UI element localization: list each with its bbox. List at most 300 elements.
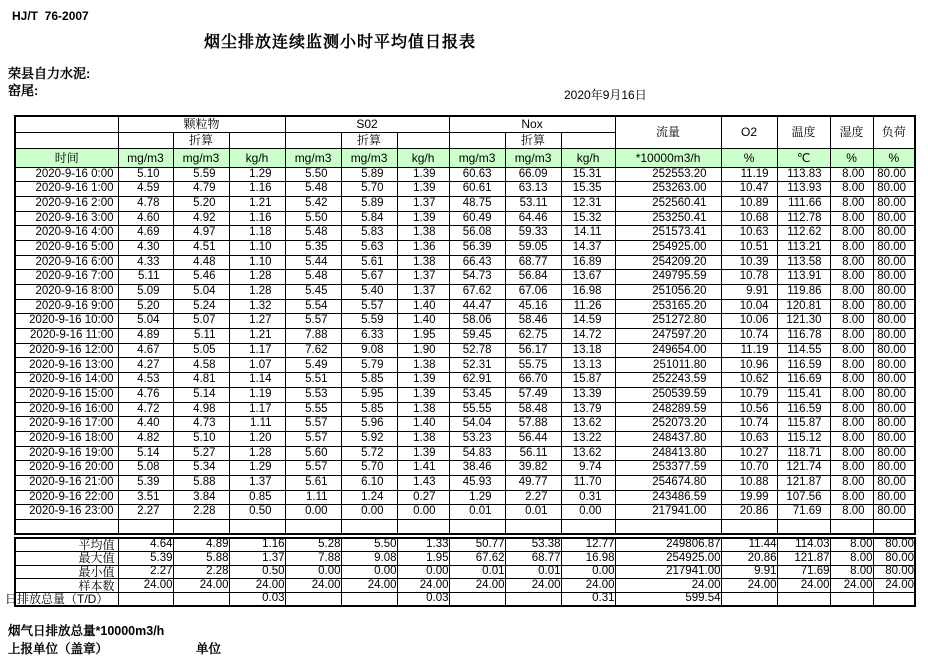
time-cell: 2020-9-16 21:00 bbox=[15, 475, 118, 490]
summary-value-cell: 5.50 bbox=[341, 538, 397, 552]
value-cell: 13.62 bbox=[561, 417, 615, 432]
value-cell: 217941.00 bbox=[615, 505, 721, 520]
summary-value-cell: 1.95 bbox=[397, 552, 449, 566]
value-cell: 5.85 bbox=[341, 373, 397, 388]
value-cell: 1.90 bbox=[397, 343, 449, 358]
summary-label: 日排放总量（T/D） bbox=[15, 592, 118, 606]
value-cell: 10.78 bbox=[721, 270, 777, 285]
summary-value-cell: 5.28 bbox=[285, 538, 341, 552]
time-cell: 2020-9-16 10:00 bbox=[15, 314, 118, 329]
value-cell: 58.06 bbox=[449, 314, 505, 329]
value-cell: 1.29 bbox=[449, 490, 505, 505]
value-cell: 67.62 bbox=[449, 285, 505, 300]
col-group-so2: S02 bbox=[285, 116, 449, 132]
value-cell: 80.00 bbox=[873, 182, 915, 197]
value-cell: 5.96 bbox=[341, 417, 397, 432]
blank-cell bbox=[118, 132, 173, 148]
summary-row bbox=[15, 592, 915, 606]
summary-value-cell bbox=[777, 592, 830, 606]
value-cell: 53.45 bbox=[449, 387, 505, 402]
summary-value-cell: 20.86 bbox=[721, 552, 777, 566]
value-cell: 1.37 bbox=[397, 270, 449, 285]
value-cell: 5.04 bbox=[173, 285, 229, 300]
time-cell: 2020-9-16 14:00 bbox=[15, 373, 118, 388]
summary-value-cell: 0.03 bbox=[229, 592, 285, 606]
value-cell: 0.50 bbox=[229, 505, 285, 520]
value-cell: 114.55 bbox=[777, 343, 830, 358]
value-cell: 80.00 bbox=[873, 211, 915, 226]
empty-cell bbox=[830, 520, 873, 535]
blank-cell bbox=[229, 132, 285, 148]
value-cell: 4.27 bbox=[118, 358, 173, 373]
table-row bbox=[15, 475, 915, 490]
value-cell: 4.69 bbox=[118, 226, 173, 241]
value-cell: 8.00 bbox=[830, 387, 873, 402]
table-row bbox=[15, 505, 915, 520]
summary-value-cell: 24.00 bbox=[777, 579, 830, 593]
summary-value-cell bbox=[285, 592, 341, 606]
value-cell: 248413.80 bbox=[615, 446, 721, 461]
unit-cell: *10000m3/h bbox=[615, 148, 721, 167]
value-cell: 5.39 bbox=[118, 475, 173, 490]
unit-cell: ℃ bbox=[777, 148, 830, 167]
value-cell: 8.00 bbox=[830, 490, 873, 505]
value-cell: 5.57 bbox=[285, 431, 341, 446]
empty-cell bbox=[118, 520, 173, 535]
value-cell: 5.51 bbox=[285, 373, 341, 388]
value-cell: 1.38 bbox=[397, 402, 449, 417]
value-cell: 111.66 bbox=[777, 196, 830, 211]
value-cell: 56.39 bbox=[449, 240, 505, 255]
value-cell: 13.39 bbox=[561, 387, 615, 402]
value-cell: 1.41 bbox=[397, 461, 449, 476]
value-cell: 5.11 bbox=[118, 270, 173, 285]
value-cell: 4.72 bbox=[118, 402, 173, 417]
summary-row bbox=[15, 552, 915, 566]
col-o2-header: O2 bbox=[721, 116, 777, 148]
value-cell: 9.08 bbox=[341, 343, 397, 358]
summary-value-cell: 4.64 bbox=[118, 538, 173, 552]
value-cell: 8.00 bbox=[830, 255, 873, 270]
value-cell: 250539.59 bbox=[615, 387, 721, 402]
value-cell: 116.69 bbox=[777, 373, 830, 388]
value-cell: 5.57 bbox=[341, 299, 397, 314]
value-cell: 5.95 bbox=[341, 387, 397, 402]
value-cell: 67.06 bbox=[505, 285, 561, 300]
value-cell: 5.27 bbox=[173, 446, 229, 461]
value-cell: 0.00 bbox=[397, 505, 449, 520]
value-cell: 10.51 bbox=[721, 240, 777, 255]
value-cell: 3.51 bbox=[118, 490, 173, 505]
value-cell: 248289.59 bbox=[615, 402, 721, 417]
value-cell: 4.53 bbox=[118, 373, 173, 388]
value-cell: 8.00 bbox=[830, 431, 873, 446]
summary-value-cell: 2.27 bbox=[118, 565, 173, 579]
table-row bbox=[15, 373, 915, 388]
blank-cell bbox=[561, 132, 615, 148]
summary-value-cell: 12.77 bbox=[561, 538, 615, 552]
value-cell: 1.39 bbox=[397, 167, 449, 182]
value-cell: 60.49 bbox=[449, 211, 505, 226]
value-cell: 53.23 bbox=[449, 431, 505, 446]
summary-row bbox=[15, 579, 915, 593]
time-cell: 2020-9-16 20:00 bbox=[15, 461, 118, 476]
table-row bbox=[15, 240, 915, 255]
value-cell: 54.83 bbox=[449, 446, 505, 461]
value-cell: 10.74 bbox=[721, 329, 777, 344]
value-cell: 1.38 bbox=[397, 358, 449, 373]
empty-cell bbox=[15, 520, 118, 535]
value-cell: 68.77 bbox=[505, 255, 561, 270]
value-cell: 4.67 bbox=[118, 343, 173, 358]
empty-cell bbox=[873, 520, 915, 535]
value-cell: 11.19 bbox=[721, 167, 777, 182]
summary-value-cell: 0.03 bbox=[397, 592, 449, 606]
value-cell: 56.17 bbox=[505, 343, 561, 358]
value-cell: 10.62 bbox=[721, 373, 777, 388]
summary-value-cell: 67.62 bbox=[449, 552, 505, 566]
value-cell: 5.54 bbox=[285, 299, 341, 314]
value-cell: 5.46 bbox=[173, 270, 229, 285]
value-cell: 80.00 bbox=[873, 299, 915, 314]
so2-zhesuan-label: 折算 bbox=[341, 132, 397, 148]
unit-cell: mg/m3 bbox=[505, 148, 561, 167]
summary-value-cell: 1.16 bbox=[229, 538, 285, 552]
value-cell: 64.46 bbox=[505, 211, 561, 226]
value-cell: 80.00 bbox=[873, 329, 915, 344]
summary-value-cell: 80.00 bbox=[873, 552, 915, 566]
value-cell: 10.63 bbox=[721, 226, 777, 241]
value-cell: 251272.80 bbox=[615, 314, 721, 329]
value-cell: 4.76 bbox=[118, 387, 173, 402]
value-cell: 5.48 bbox=[285, 226, 341, 241]
empty-cell bbox=[285, 520, 341, 535]
value-cell: 59.33 bbox=[505, 226, 561, 241]
blank-cell bbox=[397, 132, 449, 148]
summary-value-cell: 0.01 bbox=[505, 565, 561, 579]
summary-value-cell: 8.00 bbox=[830, 552, 873, 566]
summary-value-cell: 24.00 bbox=[561, 579, 615, 593]
value-cell: 5.14 bbox=[118, 446, 173, 461]
value-cell: 4.92 bbox=[173, 211, 229, 226]
unit-row bbox=[15, 148, 915, 167]
summary-table-body bbox=[5, 538, 915, 606]
value-cell: 20.86 bbox=[721, 505, 777, 520]
footer-report-unit-note: 上报单位（盖章） bbox=[8, 642, 109, 656]
value-cell: 7.62 bbox=[285, 343, 341, 358]
time-cell: 2020-9-16 8:00 bbox=[15, 285, 118, 300]
value-cell: 1.16 bbox=[229, 211, 285, 226]
value-cell: 5.83 bbox=[341, 226, 397, 241]
value-cell: 5.50 bbox=[285, 211, 341, 226]
value-cell: 247597.20 bbox=[615, 329, 721, 344]
value-cell: 2.28 bbox=[173, 505, 229, 520]
unit-cell: mg/m3 bbox=[118, 148, 173, 167]
value-cell: 0.00 bbox=[341, 505, 397, 520]
time-cell: 2020-9-16 19:00 bbox=[15, 446, 118, 461]
value-cell: 71.69 bbox=[777, 505, 830, 520]
value-cell: 80.00 bbox=[873, 314, 915, 329]
summary-value-cell: 11.44 bbox=[721, 538, 777, 552]
summary-value-cell: 24.00 bbox=[615, 579, 721, 593]
value-cell: 8.00 bbox=[830, 358, 873, 373]
value-cell: 57.49 bbox=[505, 387, 561, 402]
value-cell: 6.10 bbox=[341, 475, 397, 490]
summary-value-cell: 24.00 bbox=[449, 579, 505, 593]
value-cell: 121.74 bbox=[777, 461, 830, 476]
value-cell: 56.44 bbox=[505, 431, 561, 446]
time-cell: 2020-9-16 5:00 bbox=[15, 240, 118, 255]
value-cell: 1.21 bbox=[229, 329, 285, 344]
value-cell: 10.56 bbox=[721, 402, 777, 417]
value-cell: 62.75 bbox=[505, 329, 561, 344]
time-cell: 2020-9-16 2:00 bbox=[15, 196, 118, 211]
value-cell: 120.81 bbox=[777, 299, 830, 314]
time-cell: 2020-9-16 18:00 bbox=[15, 431, 118, 446]
value-cell: 1.20 bbox=[229, 431, 285, 446]
value-cell: 9.74 bbox=[561, 461, 615, 476]
value-cell: 1.28 bbox=[229, 446, 285, 461]
value-cell: 115.87 bbox=[777, 417, 830, 432]
summary-value-cell bbox=[873, 592, 915, 606]
footer-unit-note: 单位 bbox=[196, 642, 222, 656]
value-cell: 249795.59 bbox=[615, 270, 721, 285]
summary-value-cell: 24.00 bbox=[505, 579, 561, 593]
value-cell: 13.67 bbox=[561, 270, 615, 285]
value-cell: 11.70 bbox=[561, 475, 615, 490]
value-cell: 8.00 bbox=[830, 475, 873, 490]
table-row bbox=[15, 387, 915, 402]
summary-row bbox=[15, 565, 915, 579]
value-cell: 44.47 bbox=[449, 299, 505, 314]
value-cell: 58.48 bbox=[505, 402, 561, 417]
summary-value-cell: 8.00 bbox=[830, 538, 873, 552]
value-cell: 1.39 bbox=[397, 373, 449, 388]
col-humidity-header: 湿度 bbox=[830, 116, 873, 148]
unit-cell: mg/m3 bbox=[173, 148, 229, 167]
empty-cell bbox=[561, 520, 615, 535]
value-cell: 5.79 bbox=[341, 358, 397, 373]
value-cell: 53.11 bbox=[505, 196, 561, 211]
value-cell: 251056.20 bbox=[615, 285, 721, 300]
value-cell: 107.56 bbox=[777, 490, 830, 505]
value-cell: 1.19 bbox=[229, 387, 285, 402]
value-cell: 253377.59 bbox=[615, 461, 721, 476]
value-cell: 5.59 bbox=[341, 314, 397, 329]
empty-cell bbox=[615, 520, 721, 535]
value-cell: 10.70 bbox=[721, 461, 777, 476]
unit-cell: kg/h bbox=[561, 148, 615, 167]
value-cell: 253250.41 bbox=[615, 211, 721, 226]
footer-flow-total-note: 烟气日排放总量*10000m3/h bbox=[8, 624, 165, 638]
summary-value-cell: 5.88 bbox=[173, 552, 229, 566]
summary-value-cell bbox=[505, 592, 561, 606]
summary-value-cell: 9.91 bbox=[721, 565, 777, 579]
value-cell: 1.38 bbox=[397, 226, 449, 241]
value-cell: 1.17 bbox=[229, 343, 285, 358]
table-row bbox=[15, 431, 915, 446]
col-load-header: 负荷 bbox=[873, 116, 915, 148]
value-cell: 8.00 bbox=[830, 314, 873, 329]
value-cell: 58.46 bbox=[505, 314, 561, 329]
blank-cell bbox=[449, 132, 505, 148]
value-cell: 57.88 bbox=[505, 417, 561, 432]
summary-value-cell: 0.00 bbox=[397, 565, 449, 579]
value-cell: 80.00 bbox=[873, 167, 915, 182]
summary-value-cell: 114.03 bbox=[777, 538, 830, 552]
value-cell: 80.00 bbox=[873, 461, 915, 476]
value-cell: 4.59 bbox=[118, 182, 173, 197]
table-row bbox=[15, 417, 915, 432]
value-cell: 5.70 bbox=[341, 182, 397, 197]
value-cell: 5.09 bbox=[118, 285, 173, 300]
value-cell: 5.48 bbox=[285, 182, 341, 197]
value-cell: 5.05 bbox=[173, 343, 229, 358]
value-cell: 4.30 bbox=[118, 240, 173, 255]
unit-cell: mg/m3 bbox=[449, 148, 505, 167]
col-temp-header: 温度 bbox=[777, 116, 830, 148]
empty-cell bbox=[721, 520, 777, 535]
time-cell: 2020-9-16 13:00 bbox=[15, 358, 118, 373]
value-cell: 5.67 bbox=[341, 270, 397, 285]
value-cell: 1.24 bbox=[341, 490, 397, 505]
summary-value-cell bbox=[118, 592, 173, 606]
value-cell: 8.00 bbox=[830, 299, 873, 314]
col-group-nox: Nox bbox=[449, 116, 615, 132]
value-cell: 115.41 bbox=[777, 387, 830, 402]
value-cell: 10.63 bbox=[721, 431, 777, 446]
value-cell: 1.11 bbox=[229, 417, 285, 432]
kiln-label: 窑尾: bbox=[8, 83, 39, 98]
summary-value-cell: 254925.00 bbox=[615, 552, 721, 566]
summary-value-cell: 24.00 bbox=[229, 579, 285, 593]
value-cell: 1.37 bbox=[397, 196, 449, 211]
summary-value-cell: 1.37 bbox=[229, 552, 285, 566]
value-cell: 5.10 bbox=[118, 167, 173, 182]
value-cell: 80.00 bbox=[873, 343, 915, 358]
summary-row bbox=[15, 538, 915, 552]
blank-cell bbox=[285, 132, 341, 148]
summary-label: 最大值 bbox=[15, 552, 118, 566]
value-cell: 14.37 bbox=[561, 240, 615, 255]
value-cell: 1.37 bbox=[397, 285, 449, 300]
value-cell: 113.83 bbox=[777, 167, 830, 182]
value-cell: 8.00 bbox=[830, 343, 873, 358]
summary-value-cell: 4.89 bbox=[173, 538, 229, 552]
value-cell: 14.59 bbox=[561, 314, 615, 329]
value-cell: 49.77 bbox=[505, 475, 561, 490]
summary-table bbox=[5, 537, 916, 607]
summary-value-cell: 0.00 bbox=[285, 565, 341, 579]
value-cell: 5.48 bbox=[285, 270, 341, 285]
value-cell: 4.79 bbox=[173, 182, 229, 197]
value-cell: 54.73 bbox=[449, 270, 505, 285]
value-cell: 5.89 bbox=[341, 196, 397, 211]
value-cell: 8.00 bbox=[830, 446, 873, 461]
value-cell: 5.61 bbox=[285, 475, 341, 490]
empty-cell bbox=[229, 520, 285, 535]
value-cell: 11.26 bbox=[561, 299, 615, 314]
value-cell: 8.00 bbox=[830, 505, 873, 520]
value-cell: 0.27 bbox=[397, 490, 449, 505]
value-cell: 80.00 bbox=[873, 446, 915, 461]
value-cell: 5.84 bbox=[341, 211, 397, 226]
value-cell: 15.35 bbox=[561, 182, 615, 197]
value-cell: 251011.80 bbox=[615, 358, 721, 373]
summary-value-cell: 599.54 bbox=[615, 592, 721, 606]
table-row bbox=[15, 329, 915, 344]
standard-code: HJ/T 76-2007 bbox=[12, 9, 89, 23]
value-cell: 45.93 bbox=[449, 475, 505, 490]
value-cell: 8.00 bbox=[830, 417, 873, 432]
value-cell: 13.62 bbox=[561, 446, 615, 461]
value-cell: 8.00 bbox=[830, 285, 873, 300]
value-cell: 249654.00 bbox=[615, 343, 721, 358]
empty-cell bbox=[449, 520, 505, 535]
summary-value-cell: 80.00 bbox=[873, 565, 915, 579]
value-cell: 48.75 bbox=[449, 196, 505, 211]
value-cell: 1.28 bbox=[229, 285, 285, 300]
summary-value-cell: 9.08 bbox=[341, 552, 397, 566]
value-cell: 5.70 bbox=[341, 461, 397, 476]
value-cell: 112.62 bbox=[777, 226, 830, 241]
value-cell: 4.51 bbox=[173, 240, 229, 255]
value-cell: 80.00 bbox=[873, 285, 915, 300]
value-cell: 59.45 bbox=[449, 329, 505, 344]
value-cell: 8.00 bbox=[830, 240, 873, 255]
value-cell: 4.40 bbox=[118, 417, 173, 432]
value-cell: 1.40 bbox=[397, 314, 449, 329]
value-cell: 5.04 bbox=[118, 314, 173, 329]
table-row bbox=[15, 490, 915, 505]
value-cell: 8.00 bbox=[830, 270, 873, 285]
value-cell: 5.42 bbox=[285, 196, 341, 211]
summary-value-cell: 24.00 bbox=[285, 579, 341, 593]
value-cell: 1.29 bbox=[229, 461, 285, 476]
time-cell: 2020-9-16 23:00 bbox=[15, 505, 118, 520]
value-cell: 119.86 bbox=[777, 285, 830, 300]
col-flow-header: 流量 bbox=[615, 116, 721, 148]
empty-cell bbox=[341, 520, 397, 535]
time-cell: 2020-9-16 12:00 bbox=[15, 343, 118, 358]
time-cell: 2020-9-16 6:00 bbox=[15, 255, 118, 270]
value-cell: 1.38 bbox=[397, 255, 449, 270]
value-cell: 5.10 bbox=[173, 431, 229, 446]
value-cell: 80.00 bbox=[873, 255, 915, 270]
table-row bbox=[15, 343, 915, 358]
value-cell: 80.00 bbox=[873, 431, 915, 446]
value-cell: 1.40 bbox=[397, 299, 449, 314]
value-cell: 5.63 bbox=[341, 240, 397, 255]
summary-value-cell: 24.00 bbox=[830, 579, 873, 593]
value-cell: 8.00 bbox=[830, 461, 873, 476]
table-row bbox=[15, 182, 915, 197]
value-cell: 1.39 bbox=[397, 182, 449, 197]
value-cell: 5.55 bbox=[285, 402, 341, 417]
report-date: 2020年9月16日 bbox=[564, 88, 647, 102]
value-cell: 5.57 bbox=[285, 314, 341, 329]
pm-zhesuan-label: 折算 bbox=[173, 132, 229, 148]
summary-value-cell: 80.00 bbox=[873, 538, 915, 552]
value-cell: 60.61 bbox=[449, 182, 505, 197]
table-row bbox=[15, 299, 915, 314]
value-cell: 1.10 bbox=[229, 240, 285, 255]
table-row bbox=[15, 285, 915, 300]
value-cell: 115.12 bbox=[777, 431, 830, 446]
value-cell: 38.46 bbox=[449, 461, 505, 476]
value-cell: 80.00 bbox=[873, 387, 915, 402]
value-cell: 5.40 bbox=[341, 285, 397, 300]
